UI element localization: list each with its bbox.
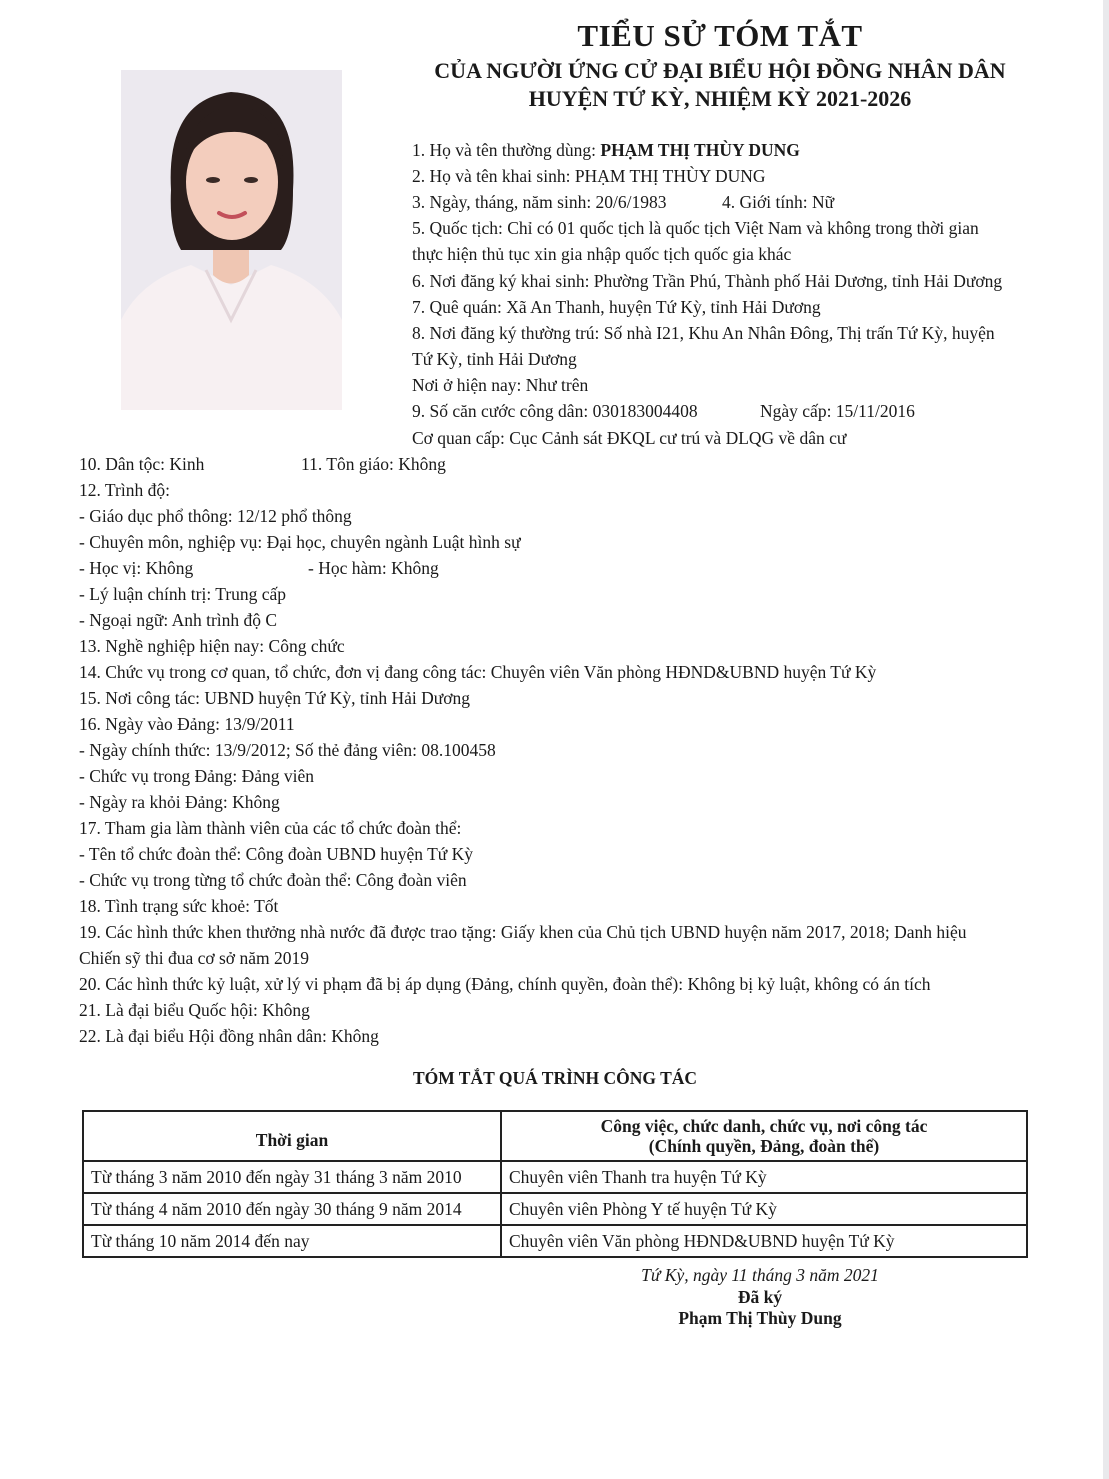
- cell-time: Từ tháng 3 năm 2010 đến ngày 31 tháng 3 năm 2010: [83, 1161, 501, 1193]
- page-edge: [1103, 0, 1109, 1479]
- field-occupation: 13. Nghề nghiệp hiện nay: Công chức: [79, 636, 345, 656]
- field-hometown: 7. Quê quán: Xã An Thanh, huyện Tứ Kỳ, tỉnh Hải Dương: [412, 297, 821, 317]
- field-organization-name: - Tên tổ chức đoàn thể: Công đoàn UBND huyện Tứ Kỳ: [79, 844, 474, 864]
- cell-job: Chuyên viên Văn phòng HĐND&UBND huyện Tứ Kỳ: [501, 1225, 1027, 1257]
- cell-job: Chuyên viên Phòng Y tế huyện Tứ Kỳ: [501, 1193, 1027, 1225]
- field-party-join-date: 16. Ngày vào Đảng: 13/9/2011: [79, 714, 295, 734]
- signature-name: Phạm Thị Thùy Dung: [678, 1308, 842, 1328]
- field-label: 1. Họ và tên thường dùng:: [412, 140, 601, 160]
- common-name-value: PHẠM THỊ THÙY DUNG: [600, 140, 800, 160]
- field-permanent-residence-cont: Tứ Kỳ, tỉnh Hải Dương: [412, 349, 577, 369]
- field-current-residence: Nơi ở hiện nay: Như trên: [412, 375, 589, 395]
- work-history-table: [82, 1110, 1028, 1258]
- table-row: [83, 1225, 1027, 1257]
- field-nationality-cont: thực hiện thủ tục xin gia nhập quốc tịch quốc gia khác: [412, 244, 792, 264]
- column-header-job-line2: (Chính quyền, Đảng, đoàn thể): [648, 1136, 880, 1156]
- document-term: HUYỆN TỨ KỲ, NHIỆM KỲ 2021-2026: [528, 86, 912, 111]
- table-header-row: [83, 1111, 1027, 1161]
- field-political-theory: - Lý luận chính trị: Trung cấp: [79, 584, 287, 604]
- field-id-number: 9. Số căn cước công dân: 030183004408: [412, 401, 698, 421]
- column-header-job-line1: Công việc, chức danh, chức vụ, nơi công tác: [600, 1116, 928, 1136]
- field-foreign-language: - Ngoại ngữ: Anh trình độ C: [79, 610, 278, 630]
- field-organizations: 17. Tham gia làm thành viên của các tổ chức đoàn thể:: [79, 818, 462, 838]
- field-nationality: 5. Quốc tịch: Chỉ có 01 quốc tịch là quốc tịch Việt Nam và không trong thời gian: [412, 218, 979, 238]
- field-party-official: - Ngày chính thức: 13/9/2012; Số thẻ đảng viên: 08.100458: [79, 740, 496, 760]
- field-id-issuer: Cơ quan cấp: Cục Cảnh sát ĐKQL cư trú và DLQG về dân cư: [412, 428, 847, 448]
- table-row: [83, 1161, 1027, 1193]
- field-birth-name: 2. Họ và tên khai sinh: PHẠM THỊ THÙY DUNG: [412, 166, 766, 186]
- portrait-photo: [121, 70, 342, 410]
- work-history-title: TÓM TẮT QUÁ TRÌNH CÔNG TÁC: [412, 1068, 698, 1088]
- field-national-assembly: 21. Là đại biểu Quốc hội: Không: [79, 1000, 310, 1020]
- field-party-leave-date: - Ngày ra khỏi Đảng: Không: [79, 792, 280, 812]
- field-common-name: [412, 139, 800, 161]
- field-peoples-council: 22. Là đại biểu Hội đồng nhân dân: Không: [79, 1026, 379, 1046]
- field-education-heading: 12. Trình độ:: [79, 480, 170, 500]
- field-discipline: 20. Các hình thức kỷ luật, xử lý vi phạm đã bị áp dụng (Đảng, chính quyền, đoàn thể): Không bị kỷ luật, không có án tích: [79, 974, 931, 994]
- field-ethnicity: 10. Dân tộc: Kinh: [79, 454, 205, 474]
- field-id-issue-date: Ngày cấp: 15/11/2016: [760, 401, 915, 421]
- cell-time: Từ tháng 4 năm 2010 đến ngày 30 tháng 9 năm 2014: [83, 1193, 501, 1225]
- document-subtitle: CỦA NGƯỜI ỨNG CỬ ĐẠI BIỂU HỘI ĐỒNG NHÂN DÂN: [434, 58, 1006, 83]
- field-birth-date: 3. Ngày, tháng, năm sinh: 20/6/1983: [412, 192, 667, 212]
- field-academic-title: - Học hàm: Không: [308, 558, 439, 578]
- field-specialization: - Chuyên môn, nghiệp vụ: Đại học, chuyên ngành Luật hình sự: [79, 532, 521, 552]
- field-awards-cont: Chiến sỹ thi đua cơ sở năm 2019: [79, 948, 309, 968]
- field-position: 14. Chức vụ trong cơ quan, tổ chức, đơn vị đang công tác: Chuyên viên Văn phòng HĐND&UBND huyện Tứ Kỳ: [79, 662, 877, 682]
- field-general-education: - Giáo dục phổ thông: 12/12 phổ thông: [79, 506, 352, 526]
- field-permanent-residence: 8. Nơi đăng ký thường trú: Số nhà I21, Khu An Nhân Đông, Thị trấn Tứ Kỳ, huyện: [412, 323, 995, 343]
- field-health: 18. Tình trạng sức khoẻ: Tốt: [79, 896, 279, 916]
- document-title: TIỂU SỬ TÓM TẮT: [577, 18, 863, 53]
- column-header-time: [83, 1111, 501, 1161]
- field-birth-registration: 6. Nơi đăng ký khai sinh: Phường Trần Phú, Thành phố Hải Dương, tỉnh Hải Dương: [412, 271, 1003, 291]
- cell-job: Chuyên viên Thanh tra huyện Tứ Kỳ: [501, 1161, 1027, 1193]
- field-workplace: 15. Nơi công tác: UBND huyện Tứ Kỳ, tỉnh Hải Dương: [79, 688, 470, 708]
- field-religion: 11. Tôn giáo: Không: [301, 454, 446, 474]
- cell-time: Từ tháng 10 năm 2014 đến nay: [83, 1225, 501, 1257]
- field-gender: 4. Giới tính: Nữ: [722, 192, 835, 212]
- signature-place-date: Tứ Kỳ, ngày 11 tháng 3 năm 2021: [641, 1265, 879, 1285]
- field-awards: 19. Các hình thức khen thưởng nhà nước đã được trao tặng: Giấy khen của Chủ tịch UBND huyện năm 2017, 2018; Danh hiệu: [79, 922, 967, 942]
- field-organization-role: - Chức vụ trong từng tổ chức đoàn thể: Công đoàn viên: [79, 870, 467, 890]
- column-header-time-label: Thời gian: [255, 1130, 329, 1150]
- column-header-job: [501, 1111, 1027, 1161]
- table-row: [83, 1193, 1027, 1225]
- field-party-position: - Chức vụ trong Đảng: Đảng viên: [79, 766, 314, 786]
- field-degree: - Học vị: Không: [79, 558, 194, 578]
- signature-signed: Đã ký: [737, 1287, 783, 1307]
